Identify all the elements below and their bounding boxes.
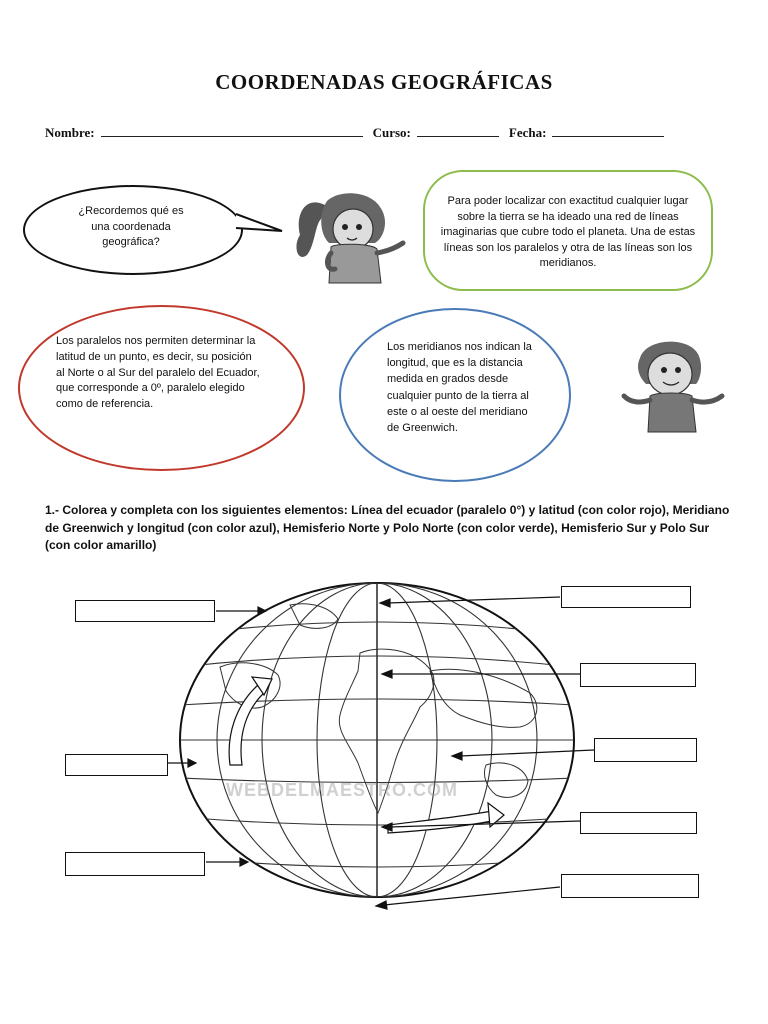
- fecha-label: Fecha:: [508, 125, 547, 140]
- label-box-meridiano[interactable]: [580, 663, 696, 687]
- watermark: WEBDELMAESTRO.COM: [226, 780, 458, 800]
- activity-instruction: 1.- Colorea y completa con los siguientes elementos: Línea del ecuador (paralelo 0°) y latitud (con color rojo), Meridiano de Greenwich y longitud (con color azul), Hemisferio Norte y Polo Norte (con color verde), Hemisferio Sur y Polo Sur (con color amarillo): [45, 503, 730, 553]
- girl-illustration-icon: [285, 185, 410, 285]
- label-box-latitud[interactable]: [65, 754, 168, 776]
- label-box-polo-sur[interactable]: [561, 874, 699, 898]
- label-box-hemisferio-sur[interactable]: [65, 852, 205, 876]
- green-info-bubble: Para poder localizar con exactitud cualquier lugar sobre la tierra se ha ideado una red de líneas imaginarias que cubre todo el planeta. Una de estas líneas son los paralelos y otra de las líneas son los meridianos.: [423, 170, 713, 291]
- page-title: COORDENADAS GEOGRÁFICAS: [215, 70, 553, 94]
- speech-tail-icon: [236, 212, 286, 237]
- nombre-field[interactable]: [101, 124, 363, 137]
- label-box-polo-norte[interactable]: [75, 600, 215, 622]
- speech-bubble: ¿Recordemos qué es una coordenada geográfica?: [23, 185, 243, 275]
- nombre-label: Nombre:: [45, 125, 95, 140]
- blue-info-bubble: Los meridianos nos indican la longitud, que es la distancia medida en grados desde cualquier punto de la tierra al este o al oeste del meridiano de Greenwich.: [339, 308, 571, 482]
- curso-label: Curso:: [372, 125, 411, 140]
- red-info-bubble: Los paralelos nos permiten determinar la latitud de un punto, es decir, su posición al Norte o al Sur del paralelo del Ecuador, que corresponde a 0º, paralelo elegido como de referencia.: [18, 305, 305, 471]
- boy-illustration-icon: [618, 336, 733, 436]
- fecha-field[interactable]: [552, 124, 664, 137]
- label-box-hemisferio-norte[interactable]: [561, 586, 691, 608]
- curso-field[interactable]: [417, 124, 499, 137]
- label-box-ecuador[interactable]: [594, 738, 697, 762]
- label-box-longitud[interactable]: [580, 812, 697, 834]
- student-fields: [45, 124, 674, 141]
